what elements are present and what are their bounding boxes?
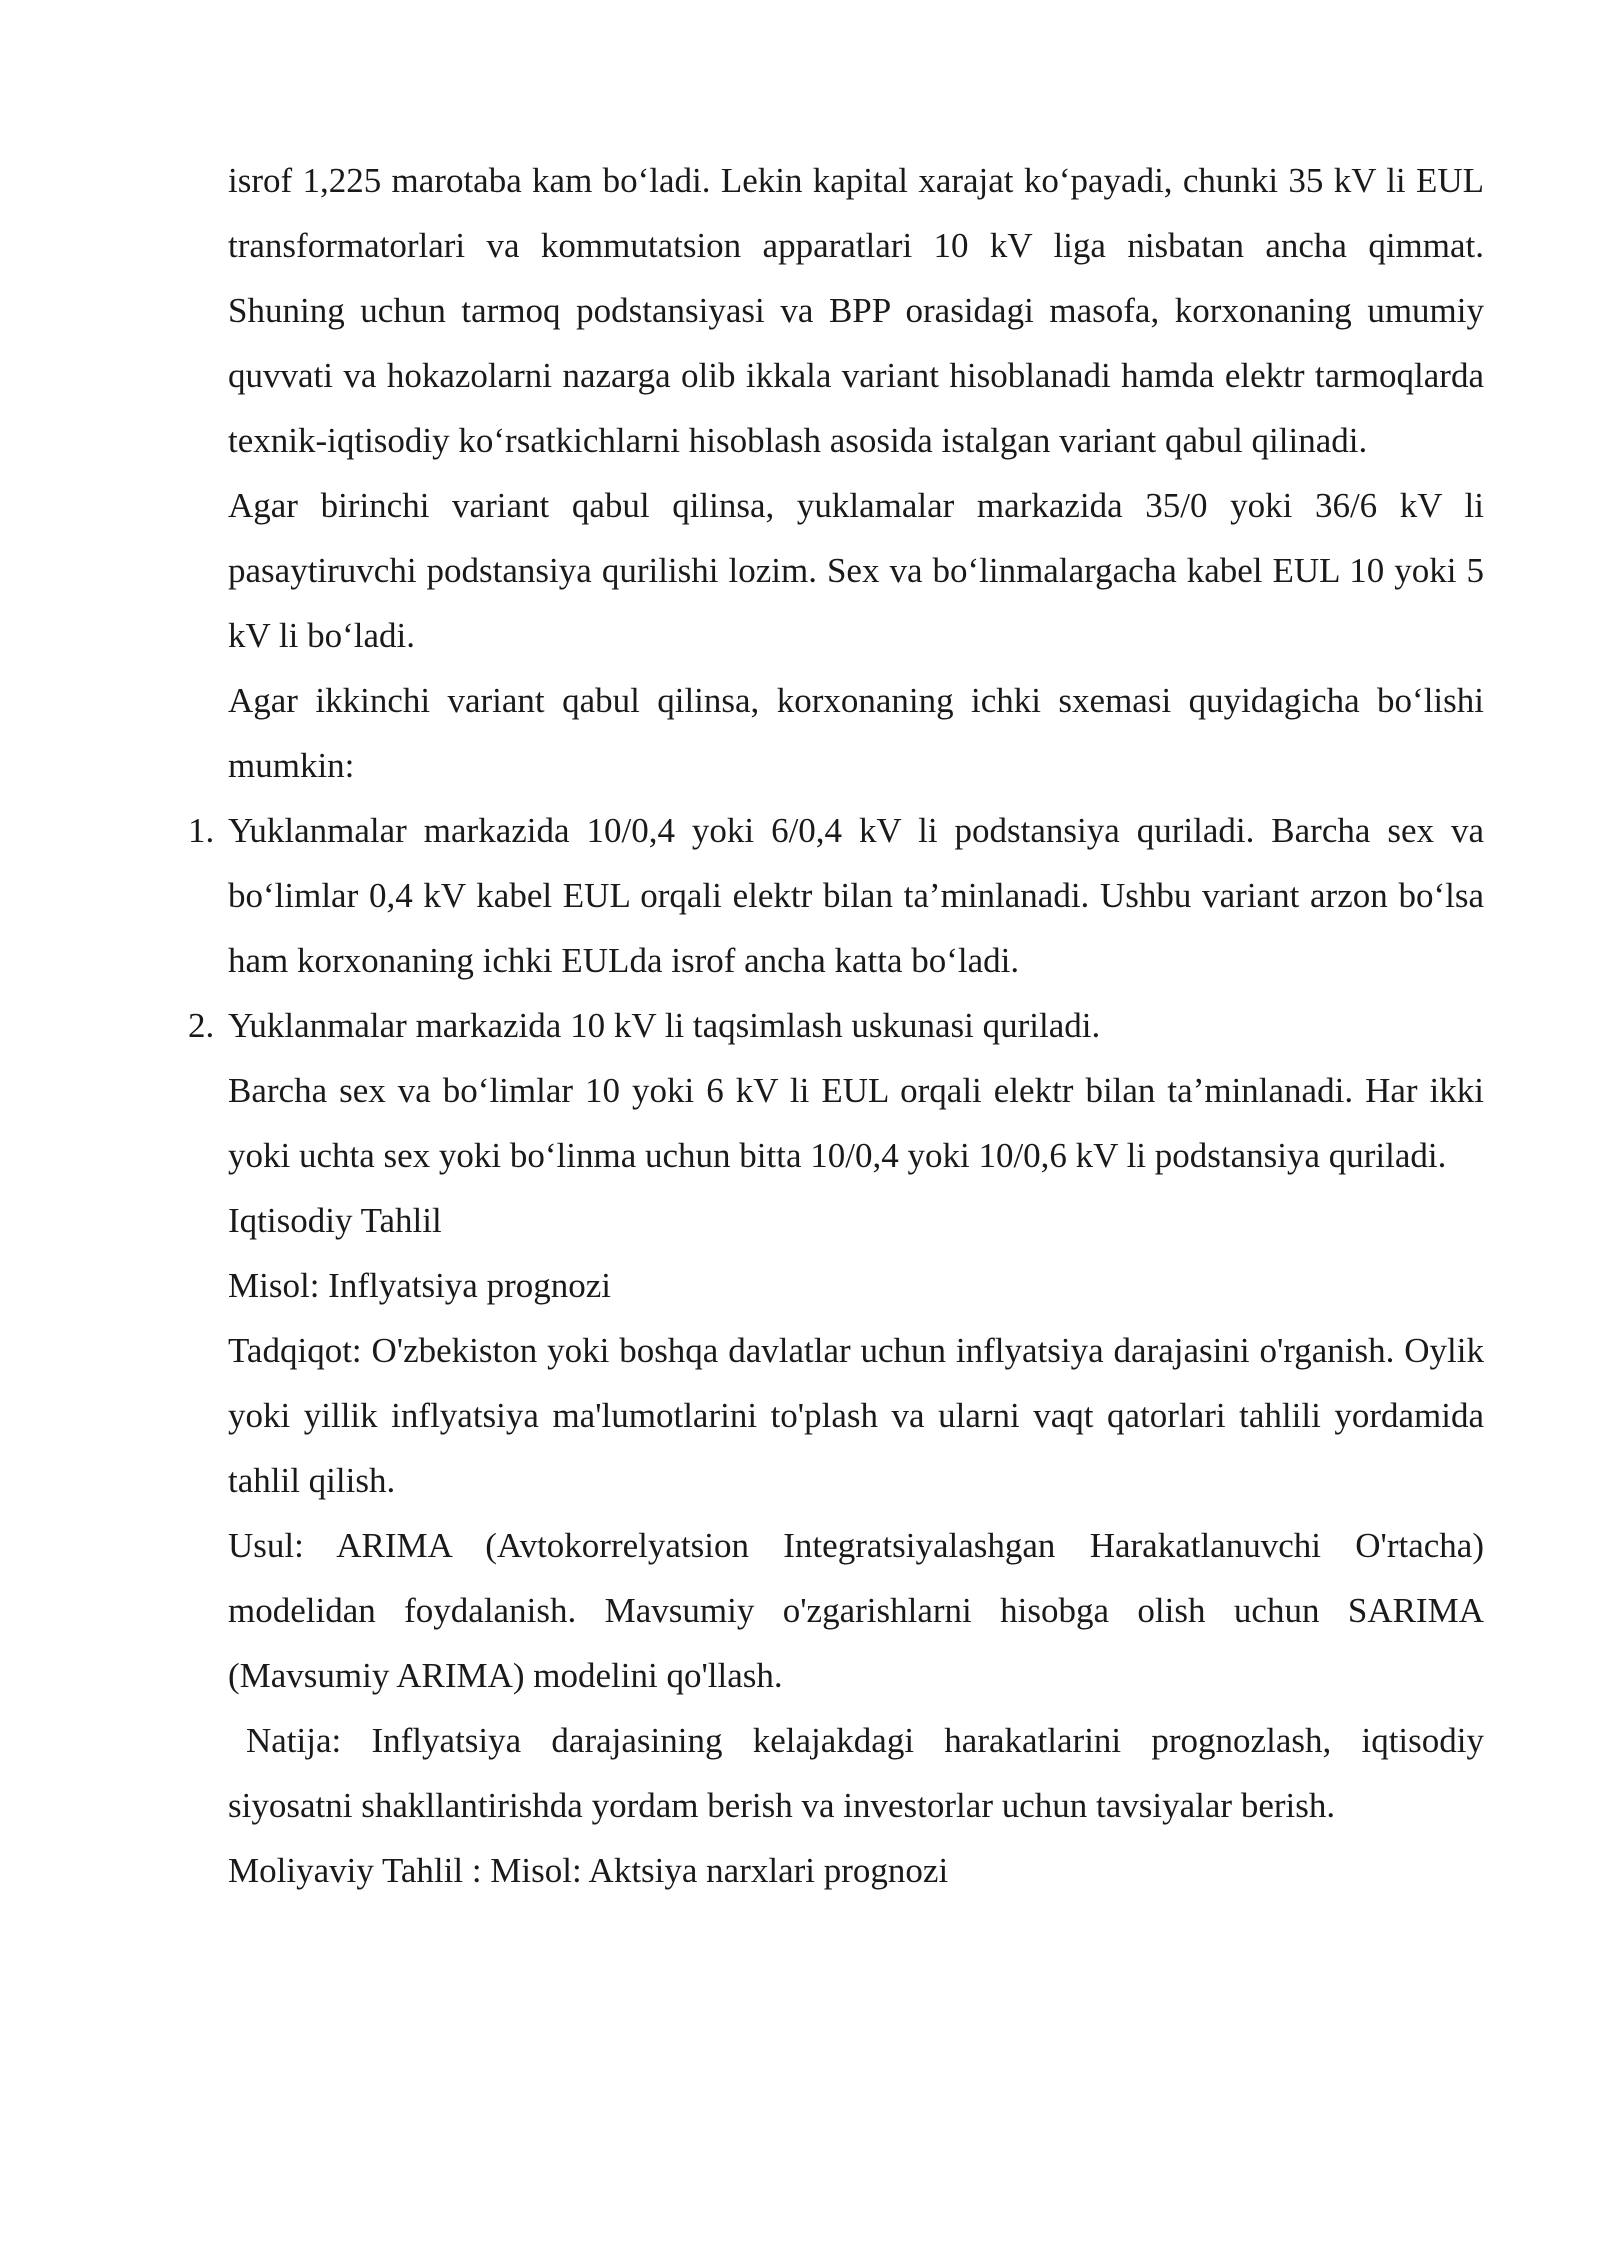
numbered-list: [188, 798, 1484, 1058]
list-item-text: Yuklanmalar markazida 10 kV li taqsimlash uskunasi quriladi.: [228, 1006, 1101, 1045]
list-item: [188, 798, 1484, 993]
paragraph-example-inflation: Misol: Inflyatsiya prognozi: [228, 1266, 612, 1305]
document-page: [188, 148, 1484, 1903]
list-item-number: 2.: [188, 1006, 215, 1045]
list-item-number: 1.: [188, 811, 215, 850]
paragraph-method: Usul: ARIMA (Avtokorrelyatsion Integratsiyalashgan Harakatlanuvchi O'rtacha) modelidan foydalanish. Mavsumiy o'zgarishlarni hisobga olish uchun SARIMA (Mavsumiy ARIMA) modelini qo'llash.: [228, 1526, 1484, 1695]
section-heading-economic-analysis: Iqtisodiy Tahlil: [228, 1201, 442, 1240]
paragraph-all-workshops: Barcha sex va bo‘limlar 10 yoki 6 kV li EUL orqali elektr bilan ta’minlanadi. Har ikki yoki uchta sex yoki bo‘linma uchun bitta 10/0,4 yoki 10/0,6 kV li podstansiya quriladi.: [228, 1071, 1484, 1175]
paragraph-losses-and-capital-costs: isrof 1,225 marotaba kam bo‘ladi. Lekin kapital xarajat ko‘payadi, chunki 35 kV li EUL transformatorlari va kommutatsion apparatlari 10 kV liga nisbatan ancha qimmat. Shuning uchun tarmoq podstansiyasi va BPP orasidagi masofa, korxonaning umumiy quvvati va hokazolarni nazarga olib ikkala variant hisoblanadi hamda elektr tarmoqlarda texnik-iqtisodiy ko‘rsatkichlarni hisoblash asosida istalgan variant qabul qilinadi.: [228, 161, 1484, 460]
paragraph-second-variant: Agar ikkinchi variant qabul qilinsa, korxonaning ichki sxemasi quyidagicha bo‘lishi mumkin:: [228, 681, 1484, 785]
list-item: [188, 993, 1484, 1058]
list-item-text: Yuklanmalar markazida 10/0,4 yoki 6/0,4 kV li podstansiya quriladi. Barcha sex va bo‘limlar 0,4 kV kabel EUL orqali elektr bilan ta’minlanadi. Ushbu variant arzon bo‘lsa ham korxonaning ichki EULda isrof ancha katta bo‘ladi.: [228, 811, 1484, 980]
paragraph-first-variant: Agar birinchi variant qabul qilinsa, yuklamalar markazida 35/0 yoki 36/6 kV li pasaytiruvchi podstansiya qurilishi lozim. Sex va bo‘linmalargacha kabel EUL 10 yoki 5 kV li bo‘ladi.: [228, 486, 1484, 655]
paragraph-research: Tadqiqot: O'zbekiston yoki boshqa davlatlar uchun inflyatsiya darajasini o'rganish. Oylik yoki yillik inflyatsiya ma'lumotlarini to'plash va ularni vaqt qatorlari tahlili yordamida tahlil qilish.: [228, 1331, 1484, 1500]
paragraph-result: Natija: Inflyatsiya darajasining kelajakdagi harakatlarini prognozlash, iqtisodiy siyosatni shakllantirishda yordam berish va investorlar uchun tavsiyalar berish.: [228, 1721, 1484, 1825]
section-heading-financial-analysis: Moliyaviy Tahlil : Misol: Aktsiya narxlari prognozi: [228, 1851, 949, 1890]
